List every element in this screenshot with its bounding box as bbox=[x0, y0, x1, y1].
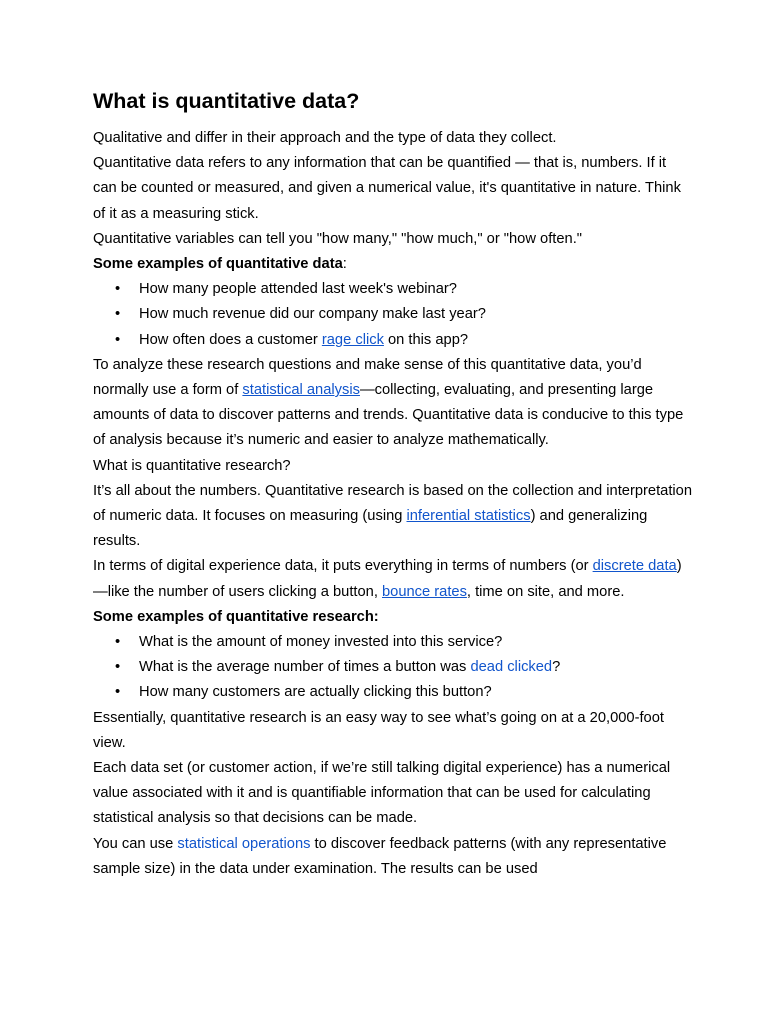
bounce-rates-link[interactable]: bounce rates bbox=[382, 583, 467, 600]
list-item: • How many customers are actually clicking this button? bbox=[93, 680, 693, 705]
discrete-data-link[interactable]: discrete data bbox=[592, 558, 677, 575]
paragraph-text: ) and generalizing results. bbox=[93, 508, 648, 550]
numbers-paragraph bbox=[93, 479, 693, 555]
statistical-analysis-link[interactable]: statistical analysis bbox=[242, 382, 360, 399]
list-item bbox=[93, 655, 693, 680]
research-question-paragraph: What is quantitative research? bbox=[93, 457, 291, 474]
paragraph-text: It’s all about the numbers. Quantitative research is based on the collection and interpretation of numeric data. It focuses on measuring (using bbox=[93, 482, 693, 525]
list-item-text: What is the average number of times a button was bbox=[139, 659, 471, 676]
view-paragraph: Essentially, quantitative research is an easy way to see what’s going on at a 20,000-foot view. bbox=[93, 709, 664, 751]
examples-research-heading: Some examples of quantitative research: bbox=[93, 608, 379, 625]
page-title: What is quantitative data? bbox=[93, 89, 360, 113]
paragraph-text: —collecting, evaluating, and presenting large amounts of data to discover patterns and trends. Quantitative data is conducive to this type of analysis because it’s numeric and easier to analyze mathematically. bbox=[93, 382, 684, 449]
statistical-operations-link[interactable]: statistical operations bbox=[177, 835, 311, 852]
variables-paragraph: Quantitative variables can tell you "how many," "how much," or "how often." bbox=[93, 230, 583, 247]
list-item: • How much revenue did our company make last year? bbox=[93, 302, 693, 327]
paragraph-text: )—like the number of users clicking a button, bbox=[93, 558, 682, 600]
document-body bbox=[93, 88, 693, 882]
data-examples-list bbox=[93, 277, 693, 353]
definition-paragraph: Quantitative data refers to any information that can be quantified — that is, numbers. If it can be counted or measured, and given a numerical value, it's quantitative in nature. Think of it as a measuring stick. bbox=[93, 155, 681, 222]
list-item-text: on this app? bbox=[383, 331, 469, 348]
examples-research-heading-line bbox=[93, 605, 693, 630]
examples-data-heading: Some examples of quantitative data bbox=[93, 256, 343, 273]
data-set-paragraph: Each data set (or customer action, if we’re still talking digital experience) has a numerical value associated with it and is quantifiable information that can be used for calculating statistical analysis so that decisions can be made. bbox=[93, 760, 671, 827]
research-examples-list bbox=[93, 630, 693, 706]
inferential-statistics-link[interactable]: inferential statistics bbox=[406, 508, 531, 525]
list-item: • How many people attended last week's webinar? bbox=[93, 277, 693, 302]
examples-data-heading-line bbox=[93, 252, 693, 277]
dead-clicked-link[interactable]: dead clicked bbox=[470, 659, 553, 676]
list-item-text: ? bbox=[552, 659, 561, 676]
rage-click-link[interactable]: rage click bbox=[321, 331, 384, 348]
heading-colon: : bbox=[342, 256, 347, 273]
paragraph-text: , time on site, and more. bbox=[466, 583, 625, 600]
list-item bbox=[93, 328, 693, 353]
operations-paragraph bbox=[93, 832, 693, 882]
paragraph-text: You can use bbox=[93, 835, 178, 852]
intro-paragraph: Qualitative and differ in their approach and the type of data they collect. bbox=[93, 130, 557, 146]
list-item: • What is the amount of money invested into this service? bbox=[93, 630, 693, 655]
digital-experience-paragraph bbox=[93, 554, 693, 604]
paragraph-text: In terms of digital experience data, it puts everything in terms of numbers (or bbox=[93, 558, 593, 575]
paragraph-text: To analyze these research questions and make sense of this quantitative data, you’d normally use a form of bbox=[93, 356, 642, 399]
list-item-text: How often does a customer bbox=[139, 331, 322, 348]
analysis-paragraph bbox=[93, 353, 693, 454]
paragraph-text: to discover feedback patterns (with any representative sample size) in the data under examination. The results can be used bbox=[93, 835, 667, 877]
